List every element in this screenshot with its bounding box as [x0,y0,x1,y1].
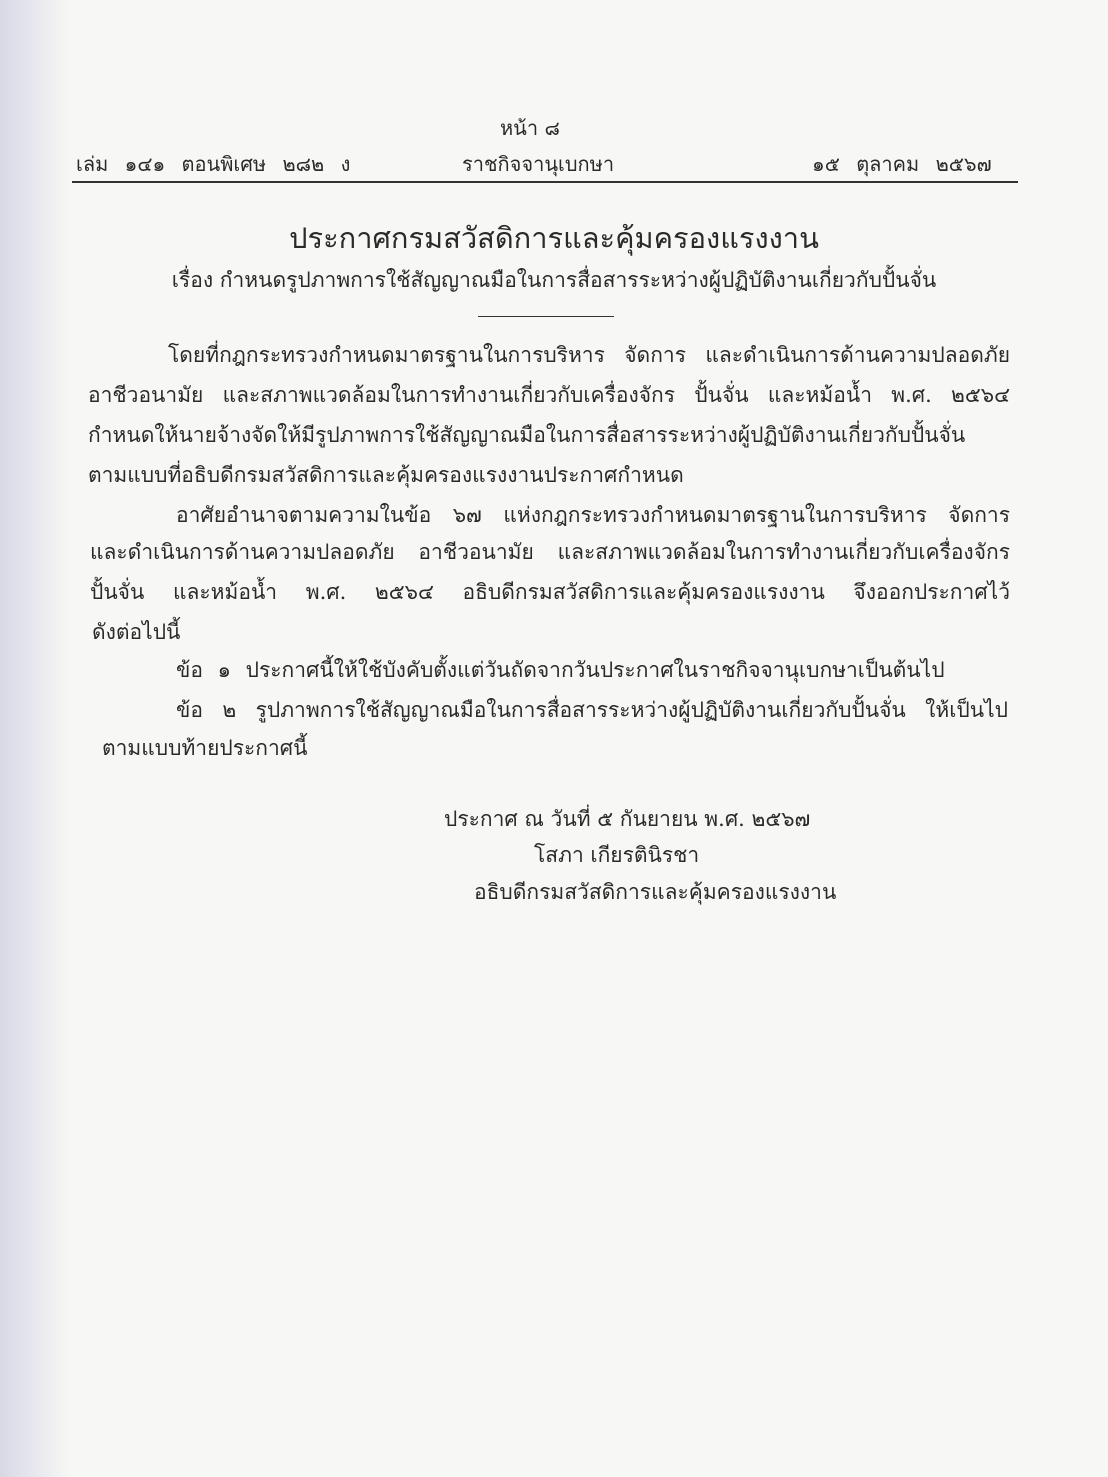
clause-2-line-2: ตามแบบท้ายประกาศนี้ [102,736,308,760]
clause-2-line-1: ข้อ ๒ รูปภาพการใช้สัญญาณมือในการสื่อสารระหว่างผู้ปฏิบัติงานเกี่ยวกับปั้นจั่น ให้เป็นไป [176,698,1008,722]
paragraph-2-line-1: อาศัยอำนาจตามความในข้อ ๖๗ แห่งกฎกระทรวงกำหนดมาตรฐานในการบริหาร จัดการ [176,503,1010,527]
paragraph-2-line-3: ปั้นจั่น และหม้อน้ำ พ.ศ. ๒๕๖๔ อธิบดีกรมสวัสดิการและคุ้มครองแรงงาน จึงออกประกาศไว้ [90,580,1010,604]
announcement-subject: เรื่อง กำหนดรูปภาพการใช้สัญญาณมือในการสื่อสารระหว่างผู้ปฏิบัติงานเกี่ยวกับปั้นจั่น [171,268,937,292]
paragraph-1-line-3: กำหนดให้นายจ้างจัดให้มีรูปภาพการใช้สัญญาณมือในการสื่อสารระหว่างผู้ปฏิบัติงานเกี่ยวกับปั้นจั่น [88,423,966,447]
publication-date: ๑๕ ตุลาคม ๒๕๖๗ [812,152,992,176]
announcement-title: ประกาศกรมสวัสดิการและคุ้มครองแรงงาน [289,221,819,255]
signatory-position: อธิบดีกรมสวัสดิการและคุ้มครองแรงงาน [474,880,837,904]
paragraph-2-line-2: และดำเนินการด้านความปลอดภัย อาชีวอนามัย และสภาพแวดล้อมในการทำงานเกี่ยวกับเครื่องจักร [90,540,1010,564]
volume-info: เล่ม ๑๔๑ ตอนพิเศษ ๒๘๒ ง [76,152,351,176]
paragraph-1-line-2: อาชีวอนามัย และสภาพแวดล้อมในการทำงานเกี่ยวกับเครื่องจักร ปั้นจั่น และหม้อน้ำ พ.ศ. ๒๕๖๔ [88,383,1010,407]
paragraph-2-line-4: ดังต่อไปนี้ [92,620,181,644]
signatory-name: โสภา เกียรตินิรชา [534,843,700,867]
signature-date: ประกาศ ณ วันที่ ๕ กันยายน พ.ศ. ๒๕๖๗ [444,807,811,831]
title-divider [478,316,614,317]
clause-1: ข้อ ๑ ประกาศนี้ให้ใช้บังคับตั้งแต่วันถัดจากวันประกาศในราชกิจจานุเบกษาเป็นต้นไป [176,658,945,682]
header-rule [72,181,1018,183]
publication-name: ราชกิจจานุเบกษา [462,152,615,176]
paragraph-1-line-1: โดยที่กฎกระทรวงกำหนดมาตรฐานในการบริหาร จัดการ และดำเนินการด้านความปลอดภัย [168,343,1010,367]
page-number: หน้า ๘ [500,116,560,140]
paragraph-1-line-4: ตามแบบที่อธิบดีกรมสวัสดิการและคุ้มครองแรงงานประกาศกำหนด [88,463,684,487]
